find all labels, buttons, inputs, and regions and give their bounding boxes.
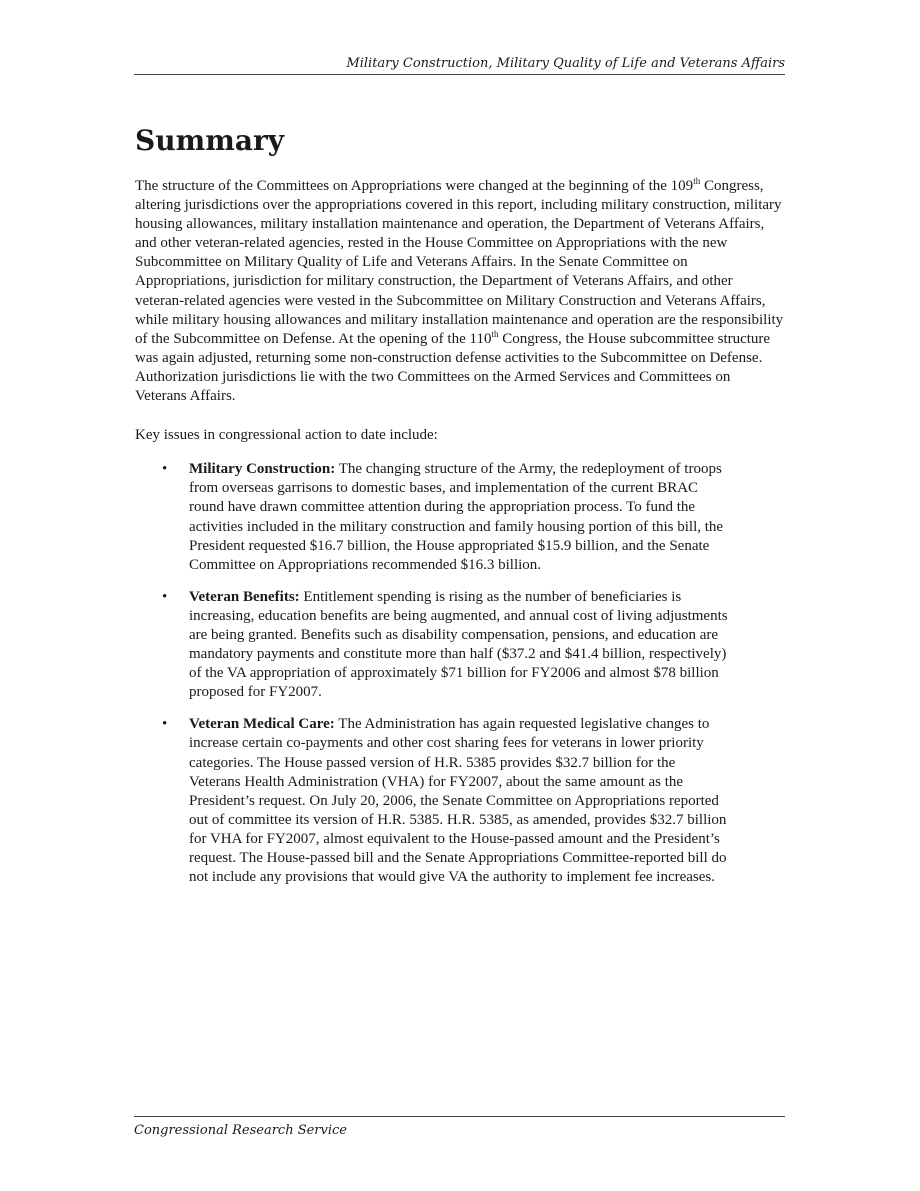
ordinal-suffix: th <box>491 328 499 339</box>
bullet-icon: • <box>162 588 168 605</box>
bullet-heading: Military Construction: <box>189 461 336 478</box>
running-header <box>134 57 785 75</box>
footer-source: Congressional Research Service <box>134 1123 348 1138</box>
page-title: Summary <box>135 124 284 157</box>
intro-text-part-3: Congress, the House subcommittee structure was again adjusted, returning some non-construction defense activities to the Subcommittee on Defense. Authorization jurisdictions lie with the two Committees on the Armed Services and Committees on Veterans Affairs. <box>135 330 771 405</box>
bullet-heading: Veteran Medical Care: <box>189 716 335 733</box>
ordinal-suffix: th <box>693 176 701 186</box>
list-item <box>135 715 729 887</box>
summary-body <box>135 177 795 900</box>
running-footer <box>134 1116 785 1138</box>
bullet-text: The Administration has again requested legislative changes to increase certain co-payments and other cost sharing fees for veterans in lower priority categories. The House passed version of H.R. 5385 provides $32.7 billion for the Veterans Health Administration (VHA) for FY2007, about the same amount as the President’s request. On July 20, 2006, the Senate Committee on Appropriations reported out of committee its version of H.R. 5385. H.R. 5385, as amended, provides $32.7 billion for VHA for FY2007, almost equivalent to the House-passed amount and the President’s request. The House-passed bill and the Senate Appropriations Committee-reported bill do not include any provisions that would give VA the authority to implement fee increases. <box>189 716 727 886</box>
list-item <box>135 588 729 703</box>
key-issues-intro: Key issues in congressional action to date include: <box>135 427 438 444</box>
bullet-heading: Veteran Benefits: <box>189 588 300 605</box>
intro-paragraph <box>135 177 785 406</box>
running-header-title: Military Construction, Military Quality of Life and Veterans Affairs <box>346 56 785 71</box>
bullet-icon: • <box>162 716 168 733</box>
bullet-icon: • <box>162 461 168 478</box>
list-item <box>135 460 729 575</box>
key-issues-list <box>135 460 795 887</box>
bullet-text: Entitlement spending is rising as the number of beneficiaries is increasing, education benefits are being augmented, and annual cost of living adjustments are being granted. Benefits such as disability compensation, pensions, and education are mandatory payments and constitute more than half ($37.2 and $41.4 billion, respectively) of the VA appropriation of approximately $71 billion for FY2006 and almost $78 billion proposed for FY2007. <box>189 588 728 701</box>
bullet-text: The changing structure of the Army, the redeployment of troops from overseas garrisons to domestic bases, and implementation of the current BRAC round have drawn committee attention during the appropriation process. To fund the activities included in the military construction and family housing portion of this bill, the President requested $16.7 billion, the House appropriated $15.9 billion, and the Senate Committee on Appropriations recommended $16.3 billion. <box>189 461 724 573</box>
intro-text-part-1: The structure of the Committees on Appropriations were changed at the beginning of the 109 <box>135 178 694 194</box>
intro-text-part-2: Congress, altering jurisdictions over the appropriations covered in this report, including military construction, military housing allowances, military installation maintenance and operation, the Department of Veterans Affairs, and other veteran-related agencies, rested in the House Committee on Appropriations with the new Subcommittee on Military Quality of Life and Veterans Affairs. In the Senate Committee on Appropriations, jurisdiction for military construction, the Department of Veterans Affairs, and other veteran-related agencies were vested in the Subcommittee on Military Construction and Veterans Affairs, while military housing allowances and military installation maintenance and operation are the responsibility of the Subcommittee on Defense. At the opening of the 110 <box>135 178 784 347</box>
